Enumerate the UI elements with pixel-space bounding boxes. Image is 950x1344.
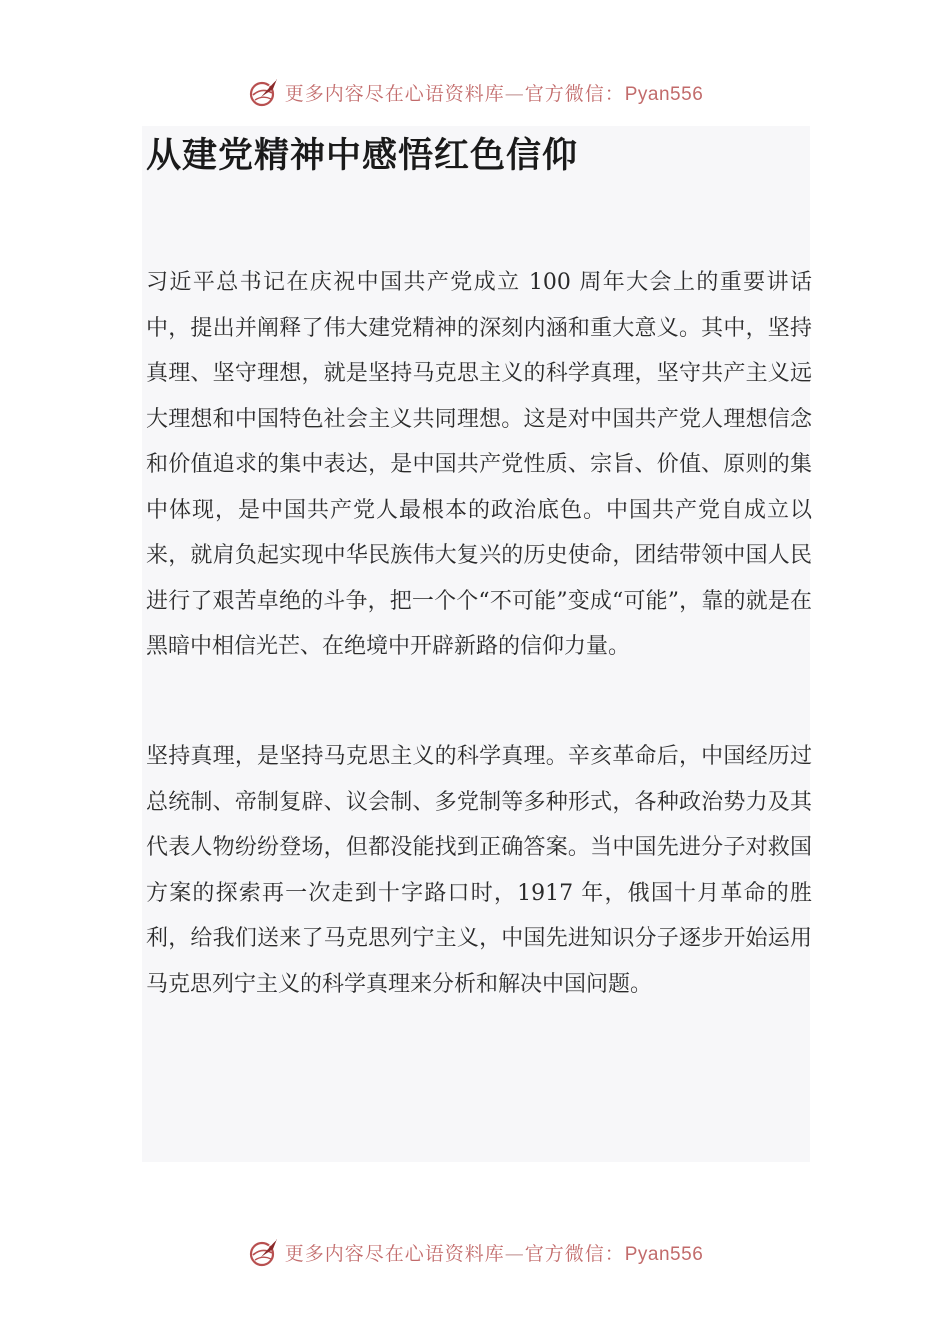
document-title: 从建党精神中感悟红色信仰 (146, 136, 579, 176)
paragraph: 坚持真理，是坚持马克思主义的科学真理。辛亥革命后，中国经历过总统制、帝制复辟、议会制、多党制等多种形式，各种政治势力及其代表人物纷纷登场，但都没能找到正确答案。当中国先进分子对救国方案的探索再一次走到十字路口时，1917 年，俄国十月革命的胜利，给我们送来了马克思列宁主义，中国先进知识分子逐步开始运用马克思列宁主义的科学真理来分析和解决中国问题。 (146, 744, 812, 997)
watermark-text: 更多内容尽在心语资料库—官方微信：Pyan556 (284, 1242, 704, 1265)
footer-watermark (0, 1232, 950, 1272)
paragraph: 习近平总书记在庆祝中国共产党成立 100 周年大会上的重要讲话中，提出并阐释了伟大建党精神的深刻内涵和重大意义。其中，坚持真理、坚守理想，就是坚持马克思主义的科学真理，坚守共产主义远大理想和中国特色社会主义共同理想。这是对中国共产党人理想信念和价值追求的集中表达，是中国共产党性质、宗旨、价值、原则的集中体现，是中国共产党人最根本的政治底色。中国共产党自成立以来，就肩负起实现中华民族伟大复兴的历史使命，团结带领中国人民进行了艰苦卓绝的斗争，把一个个“不可能”变成“可能”，靠的就是在黑暗中相信光芒、在绝境中开辟新路的信仰力量。 (146, 270, 812, 659)
document-body (142, 126, 810, 1162)
header-watermark (0, 72, 950, 112)
quill-globe-icon (247, 75, 281, 109)
quill-globe-icon (247, 1235, 281, 1269)
watermark-text: 更多内容尽在心语资料库—官方微信：Pyan556 (284, 82, 704, 105)
